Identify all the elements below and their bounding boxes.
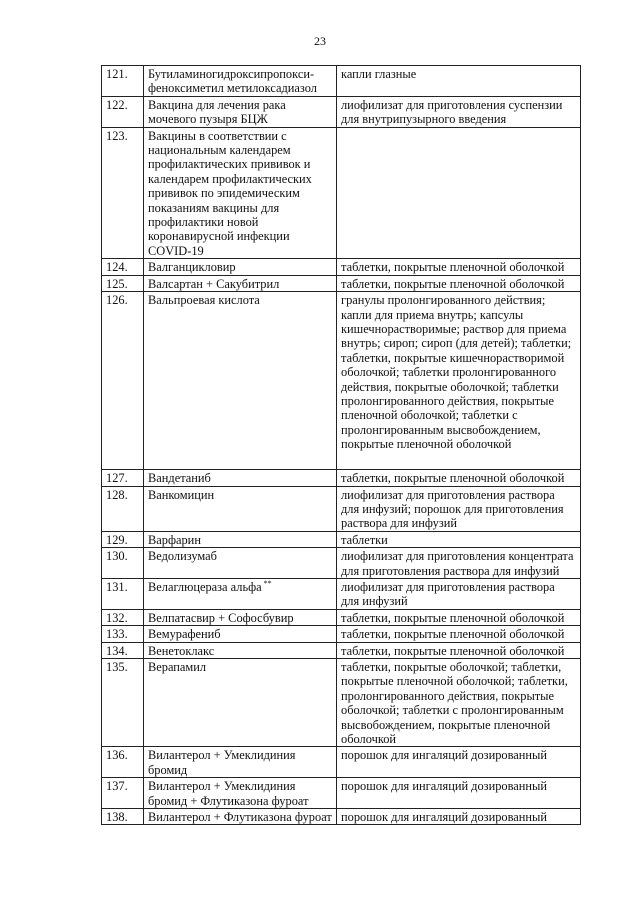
dosage-form: лиофилизат для приготовления раствора для инфузий; порошок для приготовления раствора для инфузий [337,486,581,531]
row-number: 136. [102,747,144,778]
drug-table [101,65,581,825]
drug-name: Велаглюцераза альфа [148,579,262,594]
dosage-form: таблетки [337,531,581,547]
table-row [102,548,581,579]
dosage-form: капли глазные [337,66,581,97]
row-number: 122. [102,96,144,127]
dosage-form: лиофилизат для приготовления концентрата для приготовления раствора для инфузий [337,548,581,579]
dosage-form: порошок для ингаляций дозированный [337,809,581,825]
drug-name: Велпатасвир + Софосбувир [148,610,294,625]
row-number: 131. [102,578,144,609]
row-number: 126. [102,292,144,470]
table-row [102,275,581,291]
drug-name-cell [144,578,337,609]
row-number: 121. [102,66,144,97]
row-number: 129. [102,531,144,547]
row-number: 135. [102,658,144,746]
drug-name: Ведолизумаб [148,549,217,564]
drug-name: Вальпроевая кислота [148,293,260,308]
drug-name-cell [144,609,337,625]
drug-name: Вандетаниб [148,471,211,486]
drug-name: Валганцикловир [148,260,236,275]
table-row [102,127,581,259]
drug-name-cell [144,96,337,127]
drug-name-cell [144,470,337,486]
drug-name: Валсартан + Сакубитрил [148,276,280,291]
drug-name-cell [144,66,337,97]
drug-name-cell [144,747,337,778]
row-number: 132. [102,609,144,625]
drug-name: Вилантерол + Умеклидиния бромид [148,748,296,777]
dosage-form: порошок для ингаляций дозированный [337,778,581,809]
row-number: 130. [102,548,144,579]
table-row [102,292,581,470]
dosage-form: таблетки, покрытые пленочной оболочкой [337,470,581,486]
drug-name: Вемурафениб [148,627,221,642]
drug-name-cell [144,658,337,746]
table-row [102,578,581,609]
drug-name: Вилантерол + Умеклидиния бромид + Флутиказона фуроат [148,779,309,808]
drug-name: Ванкомицин [148,487,215,502]
table-row [102,470,581,486]
drug-name-cell [144,778,337,809]
drug-table-body [102,66,581,825]
drug-name-cell [144,127,337,259]
table-row [102,642,581,658]
row-number: 137. [102,778,144,809]
drug-name: Венетоклакс [148,643,215,658]
table-row [102,66,581,97]
row-number: 123. [102,127,144,259]
drug-name-cell [144,292,337,470]
drug-name: Вакцины в соответствии с национальным календарем профилактических прививок и календарем профилактических прививок по эпидемическим показаниям вакцины для профилактики новой коронавирусной инфекции COVID-19 [148,128,312,258]
drug-name: Верапамил [148,659,207,674]
drug-name: Вакцина для лечения рака мочевого пузыря БЦЖ [148,97,286,127]
drug-name-cell [144,275,337,291]
row-number: 128. [102,486,144,531]
drug-name: Варфарин [148,532,201,547]
drug-name-cell [144,626,337,642]
drug-name-cell [144,642,337,658]
row-number: 134. [102,642,144,658]
drug-name-cell [144,259,337,275]
dosage-form: лиофилизат для приготовления раствора для инфузий [337,578,581,609]
drug-name: Бутиламиногидроксипропокси-феноксиметил метилоксадиазол [148,67,317,96]
dosage-form: таблетки, покрытые пленочной оболочкой [337,609,581,625]
table-row [102,259,581,275]
table-row [102,531,581,547]
table-row [102,747,581,778]
dosage-form [337,127,581,259]
table-row [102,626,581,642]
table-row [102,96,581,127]
table-row [102,809,581,825]
table-row [102,778,581,809]
dosage-form: таблетки, покрытые пленочной оболочкой [337,275,581,291]
dosage-form: таблетки, покрытые пленочной оболочкой [337,259,581,275]
drug-name-cell [144,548,337,579]
page-number: 23 [314,34,326,48]
row-number: 138. [102,809,144,825]
dosage-form: таблетки, покрытые пленочной оболочкой [337,642,581,658]
dosage-form: гранулы пролонгированного действия; капли для приема внутрь; капсулы кишечнорастворимые; раствор для приема внутрь; сироп; сироп (для детей); таблетки; таблетки, покрытые кишечнорастворимой оболочкой; таблетки пролонгированного действия, покрытые оболочкой; таблетки пролонгированного действия, покрытые пленочной оболочкой; таблетки с пролонгированным высвобождением, покрытые пленочной оболочкой [337,292,581,470]
dosage-form: порошок для ингаляций дозированный [337,747,581,778]
drug-name: Вилантерол + Флутиказона фуроат [148,810,332,825]
drug-name-cell [144,809,337,825]
row-number: 127. [102,470,144,486]
table-row [102,658,581,746]
dosage-form: таблетки, покрытые пленочной оболочкой [337,626,581,642]
drug-name-cell [144,486,337,531]
drug-note-mark: ** [263,578,272,588]
table-row [102,486,581,531]
drug-name-cell [144,531,337,547]
row-number: 124. [102,259,144,275]
row-number: 133. [102,626,144,642]
dosage-form: лиофилизат для приготовления суспензии для внутрипузырного введения [337,96,581,127]
table-row [102,609,581,625]
dosage-form: таблетки, покрытые оболочкой; таблетки, покрытые пленочной оболочкой; таблетки, пролонгированного действия, покрытые оболочкой; таблетки с пролонгированным высвобождением, покрытые пленочной оболочкой [337,658,581,746]
row-number: 125. [102,275,144,291]
